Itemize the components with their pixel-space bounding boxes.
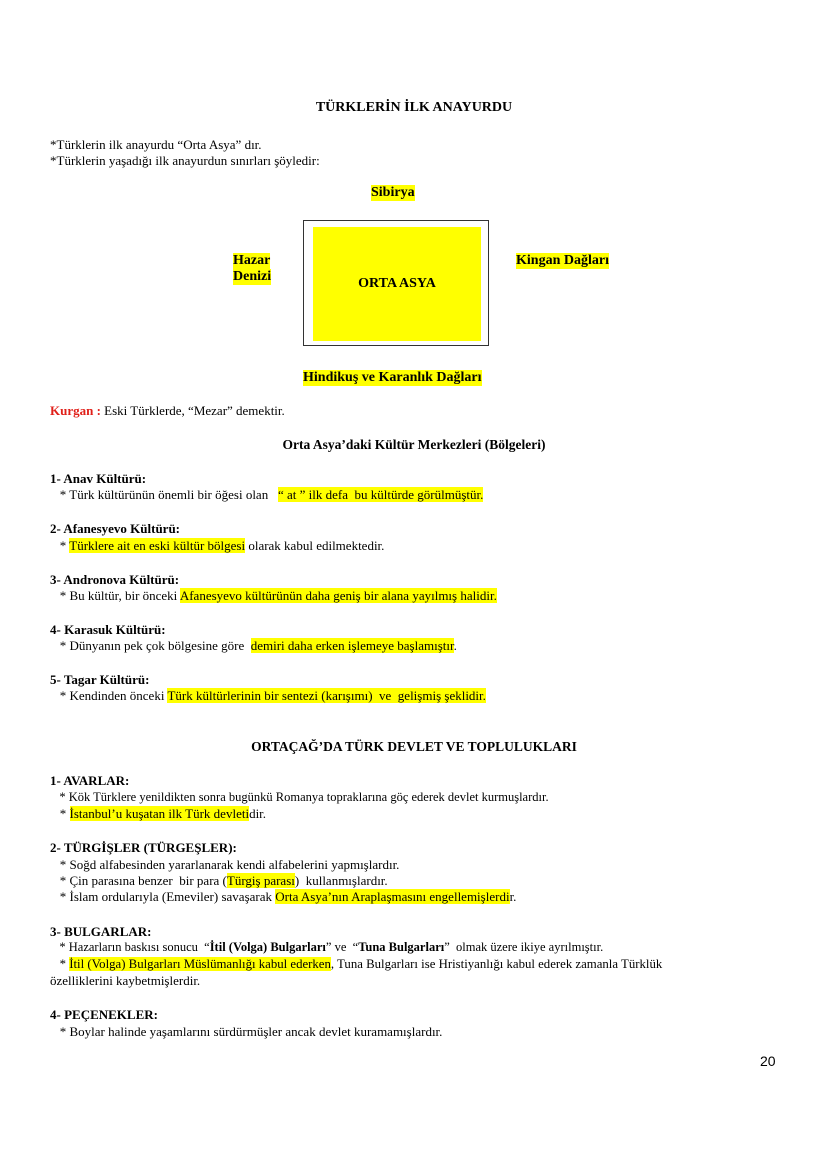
map-label-north: Sibirya [371, 185, 415, 200]
map-frame [303, 220, 489, 346]
kurgan-definition: Eski Türklerde, “Mezar” demektir. [100, 403, 285, 418]
map-center [313, 227, 481, 341]
cultures-title: Orta Asya’daki Kültür Merkezleri (Bölgeleri) [282, 437, 546, 452]
intro-line-2: *Türklerin yaşadığı ilk anayurdun sınırları şöyledir: [50, 153, 320, 168]
culture-desc-3: * Bu kültür, bir önceki Afanesyevo kültürünün daha geniş bir alana yayılmış halidir. [50, 588, 497, 603]
culture-heading-2: 2- Afanesyevo Kültürü: [50, 521, 180, 536]
pecenekler-line-1: * Boylar halinde yaşamlarını sürdürmüşler ancak devlet kuramamışlardır. [50, 1024, 443, 1039]
kurgan-line [50, 403, 285, 419]
culture-heading-4: 4- Karasuk Kültürü: [50, 622, 166, 637]
avarlar-line-2: * İstanbul’u kuşatan ilk Türk devletidir. [50, 806, 267, 821]
bulgarlar-heading: 3- BULGARLAR: [50, 924, 152, 939]
avarlar-heading: 1- AVARLAR: [50, 773, 130, 788]
page-title: TÜRKLERİN İLK ANAYURDU [315, 100, 513, 115]
turgisler-line-3: * İslam ordularıyla (Emeviler) savaşarak Orta Asya’nın Araplaşmasını engellemişlerdir. [50, 889, 517, 904]
culture-desc-4: * Dünyanın pek çok bölgesine göre demiri daha erken işlemeye başlamıştır. [50, 638, 457, 653]
intro-line-1: *Türklerin ilk anayurdu “Orta Asya” dır. [50, 137, 262, 152]
culture-heading-1: 1- Anav Kültürü: [50, 471, 147, 486]
map-label-south: Hindikuş ve Karanlık Dağları [303, 370, 482, 385]
bulgarlar-line-2: * İtil (Volga) Bulgarları Müslümanlığı kabul ederken, Tuna Bulgarları ise Hristiyanlığı kabul ederek zamanla Türklük [50, 957, 663, 971]
turgisler-heading: 2- TÜRGİŞLER (TÜRGEŞLER): [50, 840, 237, 855]
culture-desc-5: * Kendinden önceki Türk kültürlerinin bir sentezi (karışımı) ve gelişmiş şeklidir. [50, 688, 486, 703]
map-label-west-2: Denizi [233, 269, 272, 284]
turgisler-line-1: * Soğd alfabesinden yararlanarak kendi alfabelerini yapmışlardır. [50, 857, 400, 872]
map-label-east: Kingan Dağları [516, 253, 609, 268]
avarlar-line-1: * Kök Türklere yenildikten sonra bugünkü Romanya topraklarına göç ederek devlet kurmuşlardır. [50, 790, 549, 804]
culture-heading-3: 3- Andronova Kültürü: [50, 572, 180, 587]
medieval-title: ORTAÇAĞ’DA TÜRK DEVLET VE TOPLULUKLARI [251, 739, 577, 754]
map-label-west-1: Hazar [233, 253, 271, 268]
bulgarlar-line-3: özelliklerini kaybetmişlerdir. [50, 973, 201, 988]
map-center-label: ORTA ASYA [358, 276, 436, 291]
bulgarlar-line-1: * Hazarların baskısı sonucu “İtil (Volga) Bulgarları” ve “Tuna Bulgarları” olmak üzere ikiye ayrılmıştır. [50, 940, 604, 954]
turgisler-line-2: * Çin parasına benzer bir para (Türgiş parası) kullanmışlardır. [50, 873, 388, 888]
pecenekler-heading: 4- PEÇENEKLER: [50, 1007, 158, 1022]
kurgan-term: Kurgan : [50, 403, 101, 418]
culture-heading-5: 5- Tagar Kültürü: [50, 672, 150, 687]
page-number: 20 [760, 1053, 776, 1069]
culture-desc-2: * Türklere ait en eski kültür bölgesi olarak kabul edilmektedir. [50, 538, 385, 553]
culture-desc-1: * Türk kültürünün önemli bir öğesi olan “ at ” ilk defa bu kültürde görülmüştür. [50, 487, 484, 502]
